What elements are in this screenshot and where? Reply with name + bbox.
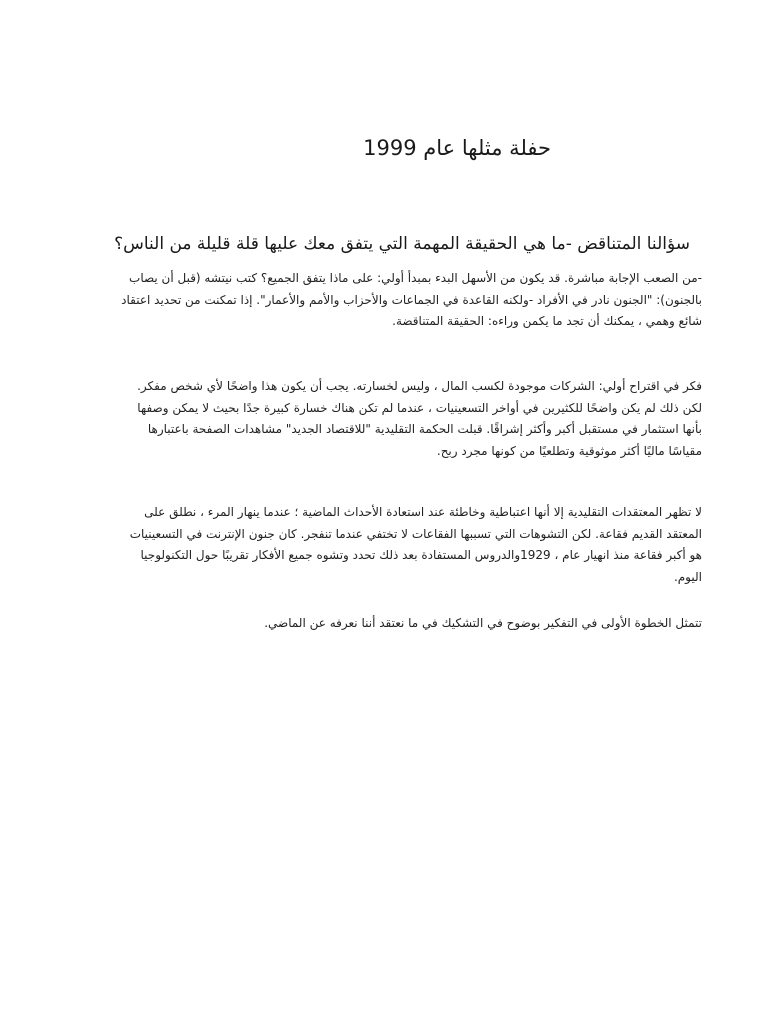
paragraph-3 — [80, 502, 702, 588]
paragraph-line: لكن ذلك لم يكن واضحًا للكثيرين في أواخر التسعينيات ، عندما لم تكن هناك خسارة كبيرة جدًا بحيث لا يمكن وصفها — [137, 400, 702, 415]
paragraph-1 — [80, 268, 702, 333]
section-heading: سؤالنا المتناقض -ما هي الحقيقة المهمة التي يتفق معك عليها قلة قليلة من الناس؟ — [114, 234, 690, 254]
paragraph-line: مقياسًا ماليًا أكثر موثوقية وتطلعيًا من كونها مجرد ربح. — [436, 443, 702, 458]
paragraph-4 — [80, 613, 702, 635]
paragraph-line: بأنها استثمار في مستقبل أكبر وأكثر إشراقًا. قبلت الحكمة التقليدية "للاقتصاد الجديد" مشاهدات الصفحة باعتبارها — [147, 422, 702, 436]
paragraph-line: تتمثل الخطوة الأولى في التفكير بوضوح في التشكيك في ما نعتقد أننا نعرفه عن الماضي. — [264, 616, 702, 630]
paragraph-2 — [80, 376, 702, 462]
paragraph-line: المعتقد القديم فقاعة. لكن التشوهات التي تسببها الفقاعات لا تختفي عندما تنفجر. كان جنون الإنترنت في التسعينيات — [129, 526, 702, 541]
paragraph-line: اليوم. — [673, 569, 702, 584]
paragraph-line: شائع وهمي ، يمكنك أن تجد ما يكمن وراءه: الحقيقة المتناقضة. — [392, 314, 702, 328]
paragraph-line: فكر في اقتراح أولي: الشركات موجودة لكسب المال ، وليس لخسارته. يجب أن يكون هذا واضحًا لأي شخص مفكر. — [137, 379, 702, 393]
paragraph-line: هو أكبر فقاعة منذ انهيار عام ، 1929والدروس المستفادة بعد ذلك تحدد وتشوه جميع الأفكار تقريبًا حول التكنولوجيا — [140, 548, 702, 562]
page-title: حفلة مثلها عام 1999 — [363, 136, 551, 160]
paragraph-line: لا تظهر المعتقدات التقليدية إلا أنها اعتباطية وخاطئة عند استعادة الأحداث الماضية ؛ عندما ينهار المرء ، نطلق على — [144, 505, 702, 519]
paragraph-line: بالجنون): "الجنون نادر في الأفراد -ولكنه القاعدة في الجماعات والأحزاب والأمم والأعمار". إذا تمكنت من تحديد اعتقاد — [121, 292, 702, 307]
paragraph-line: -من الصعب الإجابة مباشرة. قد يكون من الأسهل البدء بمبدأ أولي: على ماذا يتفق الجميع؟ كتب نيتشه (قبل أن يصاب — [129, 271, 702, 285]
